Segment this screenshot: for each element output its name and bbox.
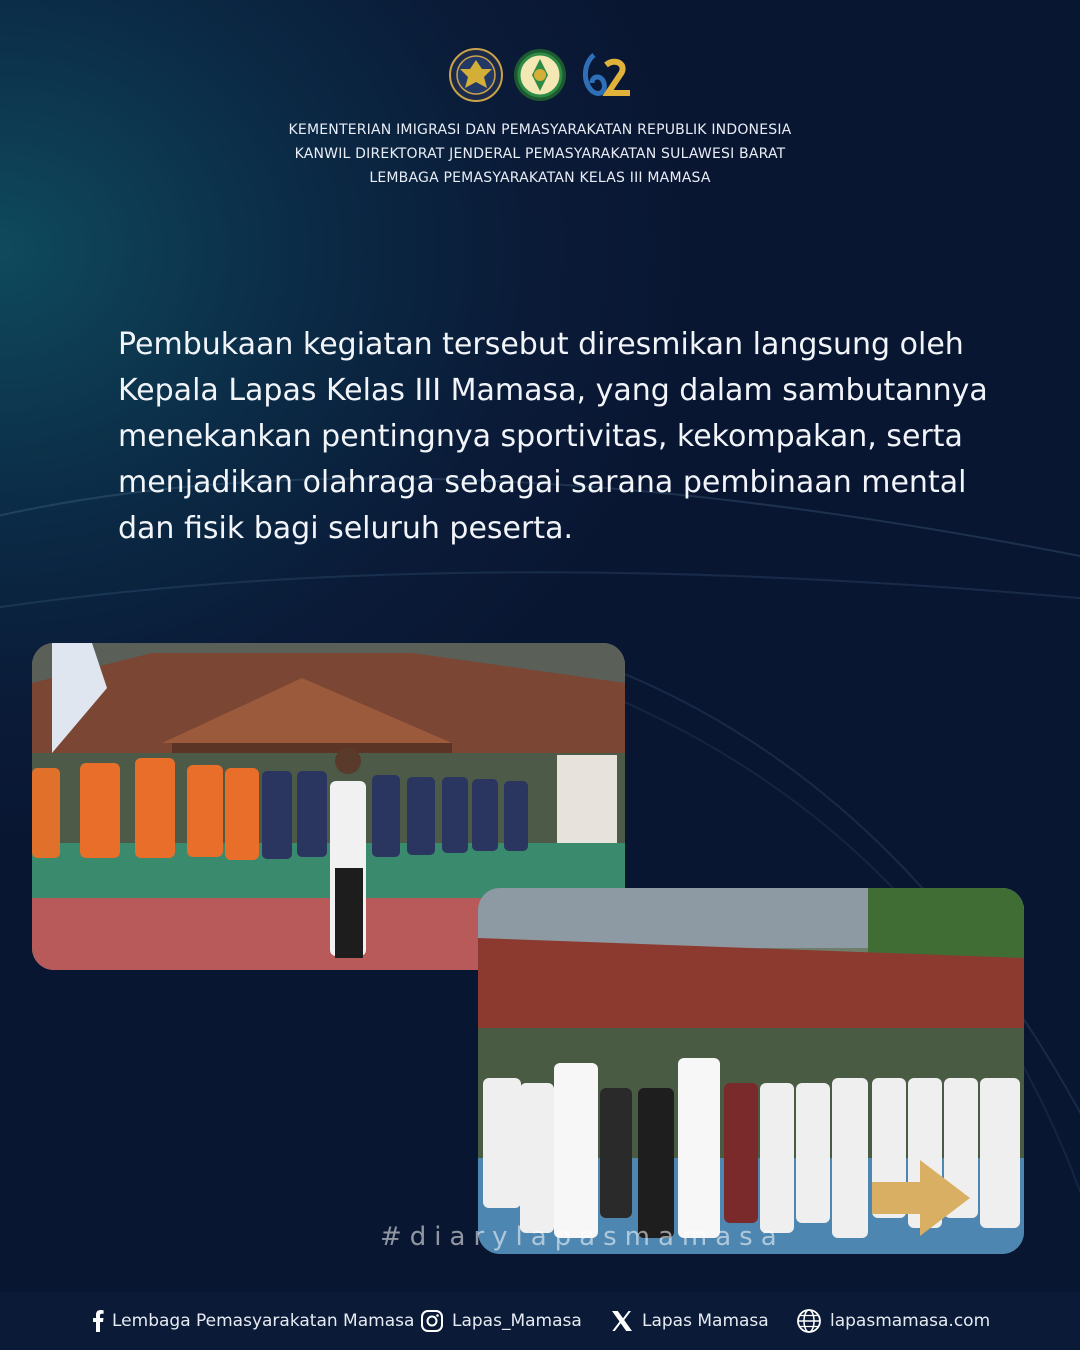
website-label: lapasmamasa.com [830,1311,991,1331]
social-footer [0,1292,1080,1350]
ministry-logo [512,47,568,103]
facebook-icon [92,1310,104,1332]
facebook-label: Lembaga Pemasyarakatan Mamasa [112,1311,415,1331]
footer-instagram[interactable] [420,1309,582,1333]
footer-facebook[interactable] [92,1310,414,1332]
state-emblem-logo [448,47,504,103]
institution-header [0,40,1080,190]
footer-website[interactable] [796,1308,990,1334]
x-label: Lapas Mamasa [642,1311,769,1331]
globe-icon [796,1308,822,1334]
anniversary-62-logo [576,47,632,103]
hashtag-watermark: #diarylapasmamasa [380,1222,785,1252]
institution-lines [0,118,1080,190]
instagram-label: Lapas_Mamasa [452,1311,582,1331]
instagram-icon [420,1309,444,1333]
x-icon [610,1309,634,1333]
regional-office-name: KANWIL DIREKTORAT JENDERAL PEMASYARAKATAN SULAWESI BARAT [294,146,786,162]
logo-row [0,40,1080,110]
main-paragraph: Pembukaan kegiatan tersebut diresmikan langsung oleh Kepala Lapas Kelas III Mamasa, yang dalam sambutannya menekankan pentingnya sportivitas, kekompakan, serta menjadikan olahraga sebagai sarana pembinaan mental dan fisik bagi seluruh peserta. [118,327,988,546]
ministry-name: KEMENTERIAN IMIGRASI DAN PEMASYARAKATAN REPUBLIK INDONESIA [288,122,792,138]
prison-name: LEMBAGA PEMASYARAKATAN KELAS III MAMASA [369,170,711,186]
footer-x[interactable] [610,1309,769,1333]
next-arrow-icon[interactable] [872,1160,970,1236]
